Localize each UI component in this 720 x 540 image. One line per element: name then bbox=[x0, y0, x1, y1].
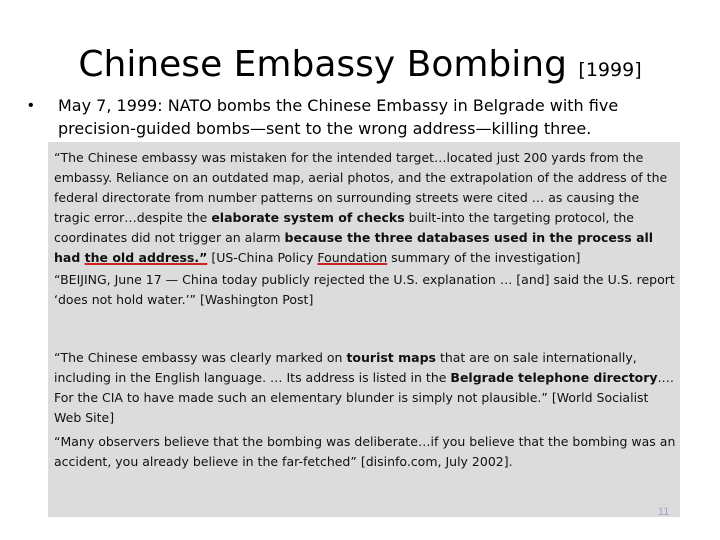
quote1-text-4: summary of the investigation] bbox=[387, 250, 581, 265]
quote3-bold-1: tourist maps bbox=[346, 350, 436, 365]
quote-panel bbox=[48, 142, 680, 517]
quote-washington-post: “BEIJING, June 17 — China today publicly rejected the U.S. explanation … [and] said the U.S. report ‘does not hold water.’” [Washington Post] bbox=[54, 272, 675, 307]
quote-world-socialist bbox=[54, 348, 676, 428]
quote1-bold-1: elaborate system of checks bbox=[211, 210, 405, 225]
quote1-bold-3: the old address.” bbox=[84, 250, 208, 265]
quote3-text-1: “The Chinese embassy was clearly marked on bbox=[54, 350, 347, 365]
title-year: [1999] bbox=[578, 59, 642, 81]
bullet-text: May 7, 1999: NATO bombs the Chinese Embassy in Belgrade with five precision-guided bombs—sent to the wrong address—killing three. bbox=[58, 96, 619, 138]
quote3-text-2: that are on sale internationally, including in the English language. … Its address is listed in the bbox=[54, 350, 637, 385]
page-number: 11 bbox=[658, 506, 670, 518]
bullet-marker: • bbox=[28, 97, 34, 114]
quote1-text-1: “The Chinese embassy was mistaken for the intended target…located just 200 yards from the embassy. Reliance on an outdated map, aerial photos, and the extrapolation of the address of the federal directorate from number patterns on surrounding streets were cited … as causing the tragic error…despite the bbox=[54, 150, 668, 225]
title-main: Chinese Embassy Bombing bbox=[78, 44, 567, 85]
quote1-foundation: Foundation bbox=[317, 250, 388, 265]
quote3-text-3: .… For the CIA to have made such an elementary blunder is simply not plausible.” [World Socialist Web Site] bbox=[54, 370, 675, 425]
slide-title bbox=[0, 40, 720, 95]
quote1-text-2: built-into the targeting protocol, the coordinates did not trigger an alarm bbox=[54, 210, 634, 245]
quote1-text-3: [US-China Policy bbox=[207, 250, 318, 265]
quote-us-china-policy bbox=[54, 148, 676, 268]
quote1-bold-2: because the three databases used in the process all had bbox=[54, 230, 654, 265]
quote-disinfo: “Many observers believe that the bombing was deliberate…if you believe that the bombing was an accident, you already believe in the far-fetched” [disinfo.com, July 2002]. bbox=[54, 434, 676, 469]
quote3-bold-2: Belgrade telephone directory bbox=[450, 370, 658, 385]
